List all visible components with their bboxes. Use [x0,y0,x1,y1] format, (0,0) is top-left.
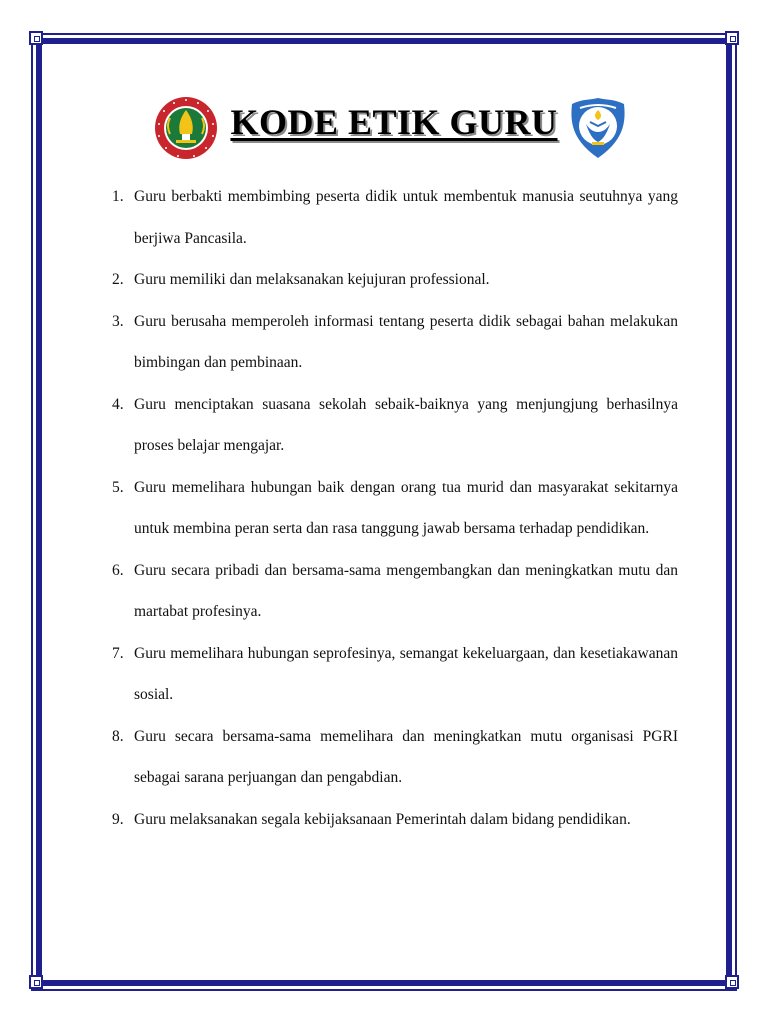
item-text: Guru berusaha memperoleh informasi tentang peserta didik sebagai bahan melakukan bimbingan dan pembinaan. [134,312,678,371]
item-text: Guru memiliki dan melaksanakan kejujuran professional. [134,271,490,288]
item-text: Guru memelihara hubungan seprofesinya, semangat kekeluargaan, dan kesetiakawanan sosial. [134,644,678,703]
item-text: Guru memelihara hubungan baik dengan orang tua murid dan masyarakat sekitarnya untuk membina peran serta dan rasa tanggung jawab bersama terhadap pendidikan. [134,478,678,537]
corner-ornament-top-right [725,31,739,45]
tut-wuri-handayani-logo-icon [566,96,630,160]
item-number: 1. [112,188,124,205]
item-number: 9. [112,810,124,828]
item-number: 3. [112,312,124,330]
pgri-logo-icon [154,96,218,160]
item-number: 7. [112,644,124,662]
item-text: Guru berbakti membimbing peserta didik untuk membentuk manusia seutuhnya yang berjiwa Pancasila. [134,188,678,247]
list-item [108,301,678,384]
corner-ornament-top-left [29,31,43,45]
item-number: 8. [112,727,124,745]
list-item [108,550,678,633]
list-item [108,716,678,799]
item-text: Guru secara pribadi dan bersama-sama mengembangkan dan meningkatkan mutu dan martabat profesinya. [134,561,678,620]
list-item [108,633,678,716]
corner-ornament-bottom-left [29,975,43,989]
corner-ornament-bottom-right [725,975,739,989]
item-text: Guru menciptakan suasana sekolah sebaik-baiknya yang menjungjung berhasilnya proses belajar mengajar. [134,395,678,454]
item-number: 4. [112,395,124,413]
list-item [108,384,678,467]
page-title: KODE ETIK GURU [230,102,558,142]
list-item [108,799,678,841]
item-number: 6. [112,561,124,579]
item-text: Guru secara bersama-sama memelihara dan meningkatkan mutu organisasi PGRI sebagai sarana perjuangan dan pengabdian. [134,727,678,786]
page-header [0,92,768,162]
list-item [108,259,678,301]
list-item [108,176,678,259]
item-number: 2. [112,271,124,288]
code-of-ethics-list [108,176,678,840]
item-number: 5. [112,478,124,496]
item-text: Guru melaksanakan segala kebijaksanaan Pemerintah dalam bidang pendidikan. [134,810,631,828]
list-item [108,467,678,550]
